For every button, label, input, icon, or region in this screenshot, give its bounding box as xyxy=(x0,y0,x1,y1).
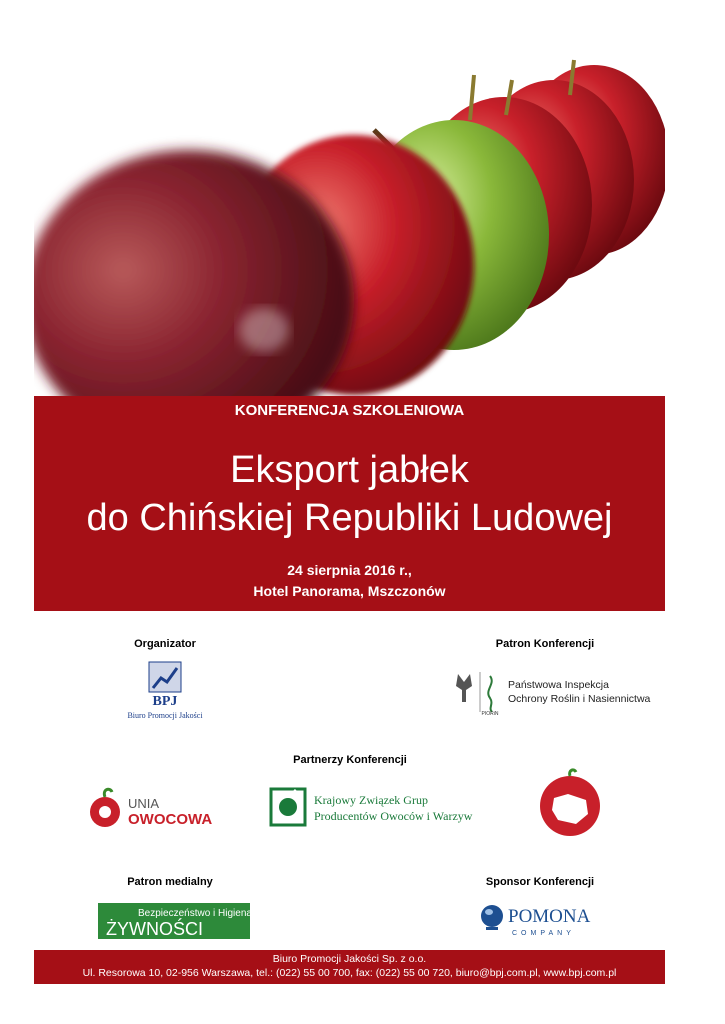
kzg-line2: Producentów Owoców i Warzyw xyxy=(314,809,473,823)
partners-label: Partnerzy Konferencji xyxy=(293,754,407,766)
globe-icon xyxy=(481,905,503,927)
bpj-abbr: BPJ xyxy=(152,694,178,709)
organizer-label: Organizator xyxy=(134,638,196,650)
apple-poland-association-logo xyxy=(528,766,612,840)
sponsor-label: Sponsor Konferencji xyxy=(485,876,595,888)
patron-label: Patron Konferencji xyxy=(495,638,595,650)
kzg-logo xyxy=(268,786,493,828)
piorin-line2: Ochrony Roślin i Nasiennictwa xyxy=(508,693,651,705)
conference-venue: Hotel Panorama, Mszczonów xyxy=(253,583,446,599)
bpj-logo xyxy=(115,660,215,722)
kzg-line1: Krajowy Związek Grup xyxy=(314,793,428,807)
footer-company: Biuro Promocji Jakości Sp. z o.o. xyxy=(272,953,427,965)
bpj-name: Biuro Promocji Jakości xyxy=(127,711,203,720)
eagle-icon xyxy=(456,674,472,702)
media-patron-label: Patron medialny xyxy=(127,876,213,888)
conference-date: 24 sierpnia 2016 r., xyxy=(287,562,412,578)
piorin-tag: PIORiN xyxy=(481,711,499,716)
unia-line1: UNIA xyxy=(128,796,160,811)
unia-line2: OWOCOWA xyxy=(128,811,213,828)
piorin-line1: Państwowa Inspekcja xyxy=(508,679,609,691)
pomona-logo xyxy=(480,900,592,940)
footer-contact: Ul. Resorowa 10, 02-956 Warszawa, tel.: (022) 55 00 700, fax: (022) 55 00 720, biuro@bpj.com.pl, www.bpj.com.pl xyxy=(82,967,617,979)
bhz-line2: ŻYWNOŚCI xyxy=(106,919,203,939)
pomona-line1: POMONA xyxy=(508,906,591,927)
title-banner xyxy=(34,396,665,611)
unia-owocowa-logo xyxy=(88,784,228,832)
pomona-line2: COMPANY xyxy=(512,930,575,937)
conference-title-line2: do Chińskiej Republiki Ludowej xyxy=(86,497,613,539)
conference-title-line1: Eksport jabłek xyxy=(230,449,469,491)
conference-kicker: KONFERENCJA SZKOLENIOWA xyxy=(234,402,465,419)
apples-illustration xyxy=(34,0,665,396)
hero-apples-image xyxy=(34,0,665,396)
plant-icon xyxy=(488,676,492,712)
piorin-logo xyxy=(440,668,655,716)
footer-bar xyxy=(34,950,665,984)
bhz-line1: Bezpieczeństwo i Higiena xyxy=(138,908,250,919)
bezpieczenstwo-zywnosci-logo xyxy=(98,903,250,939)
